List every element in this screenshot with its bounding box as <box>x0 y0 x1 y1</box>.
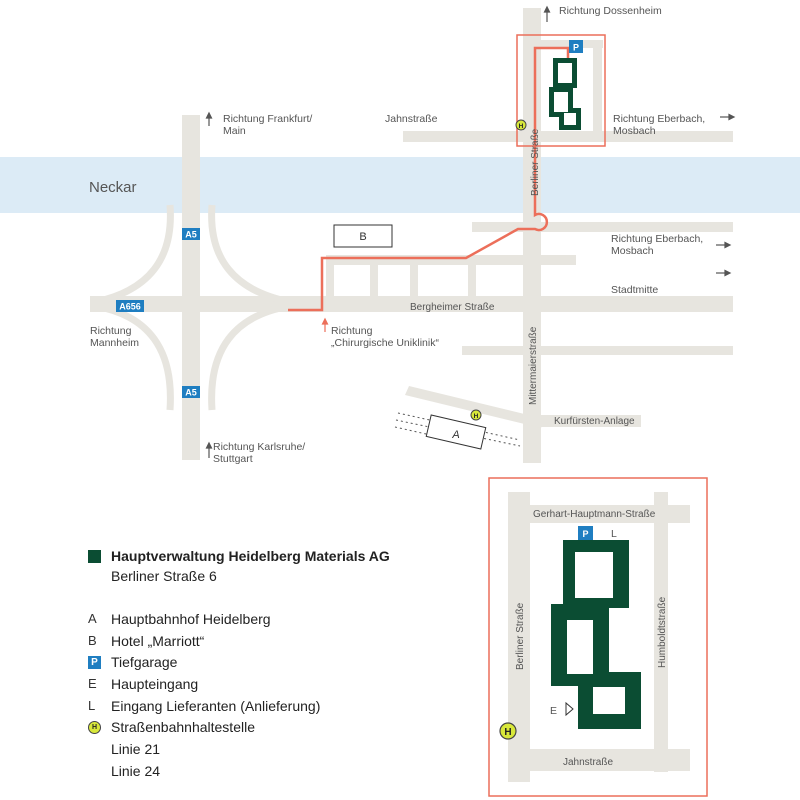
svg-text:A656: A656 <box>119 301 141 312</box>
legend-title: Hauptverwaltung Heidelberg Materials AG <box>88 546 468 566</box>
direction-dossenheim: Richtung Dossenheim <box>559 5 662 17</box>
hq-building-icon <box>88 550 101 563</box>
tram-stop-icon <box>471 410 481 420</box>
detail-road-label-humboldtstrasse: Humboldtstraße <box>657 596 668 668</box>
direction-frankfurt: Richtung Frankfurt/ Main <box>223 113 313 137</box>
legend-address: Berliner Straße 6 <box>111 568 217 584</box>
direction-karlsruhe: Richtung Karlsruhe/ Stuttgart <box>213 441 306 465</box>
legend-item: H Straßenbahnhaltestelle <box>88 716 468 738</box>
svg-text:H: H <box>504 727 512 738</box>
detail-road-label-jahnstrasse: Jahnstraße <box>563 757 614 768</box>
svg-text:H: H <box>518 123 524 130</box>
parking-icon-label: P <box>572 42 580 53</box>
legend-item: L Eingang Lieferanten (Anlieferung) <box>88 697 321 714</box>
direction-stadtmitte: Stadtmitte <box>611 284 659 296</box>
direction-eberbach-top: Richtung Eberbach, Mosbach <box>613 113 706 137</box>
direction-uniklinik: Richtung „Chirurgische Uniklinik“ <box>331 325 439 349</box>
station-hbf-label: A <box>452 429 460 441</box>
legend-line: Linie 24 <box>111 762 161 779</box>
legend-item: P Tiefgarage <box>88 651 468 673</box>
hotel-marriott-label: B <box>359 231 367 243</box>
direction-arrow-icon <box>323 319 328 332</box>
tram-stop-icon <box>516 120 526 130</box>
river-label: Neckar <box>89 179 137 196</box>
road-label-mittermaierstrasse: Mittermaierstraße <box>528 326 539 405</box>
legend-item: B Hotel „Marriott“ <box>88 632 205 649</box>
road-label-berliner-strasse: Berliner Straße <box>530 128 541 196</box>
legend-line: Linie 21 <box>111 740 161 757</box>
svg-text:A5: A5 <box>185 229 197 240</box>
road-label-kurfuersten-anlage: Kurfürsten-Anlage <box>554 416 635 427</box>
svg-text:H: H <box>473 413 479 420</box>
detail-road-label-berliner-strasse: Berliner Straße <box>515 602 526 670</box>
road-label-jahnstrasse: Jahnstraße <box>385 113 438 125</box>
supplier-entrance-marker: L <box>611 528 617 540</box>
tram-stop-icon <box>500 723 516 739</box>
legend <box>88 546 468 782</box>
direction-mannheim: Richtung Mannheim <box>90 325 140 349</box>
direction-eberbach-mid: Richtung Eberbach, Mosbach <box>611 233 704 257</box>
legend-item: A Hauptbahnhof Heidelberg <box>88 610 271 627</box>
main-entrance-marker: E <box>550 705 558 717</box>
tram-stop-icon: H <box>88 721 101 734</box>
legend-item: E Haupteingang <box>88 675 199 692</box>
svg-text:A5: A5 <box>185 387 197 398</box>
parking-icon: P <box>88 656 101 669</box>
svg-text:P: P <box>582 529 589 539</box>
road-label-bergheimer-strasse: Bergheimer Straße <box>410 302 495 313</box>
detail-road-label-gerhart-hauptmann: Gerhart-Hauptmann-Straße <box>533 509 656 520</box>
